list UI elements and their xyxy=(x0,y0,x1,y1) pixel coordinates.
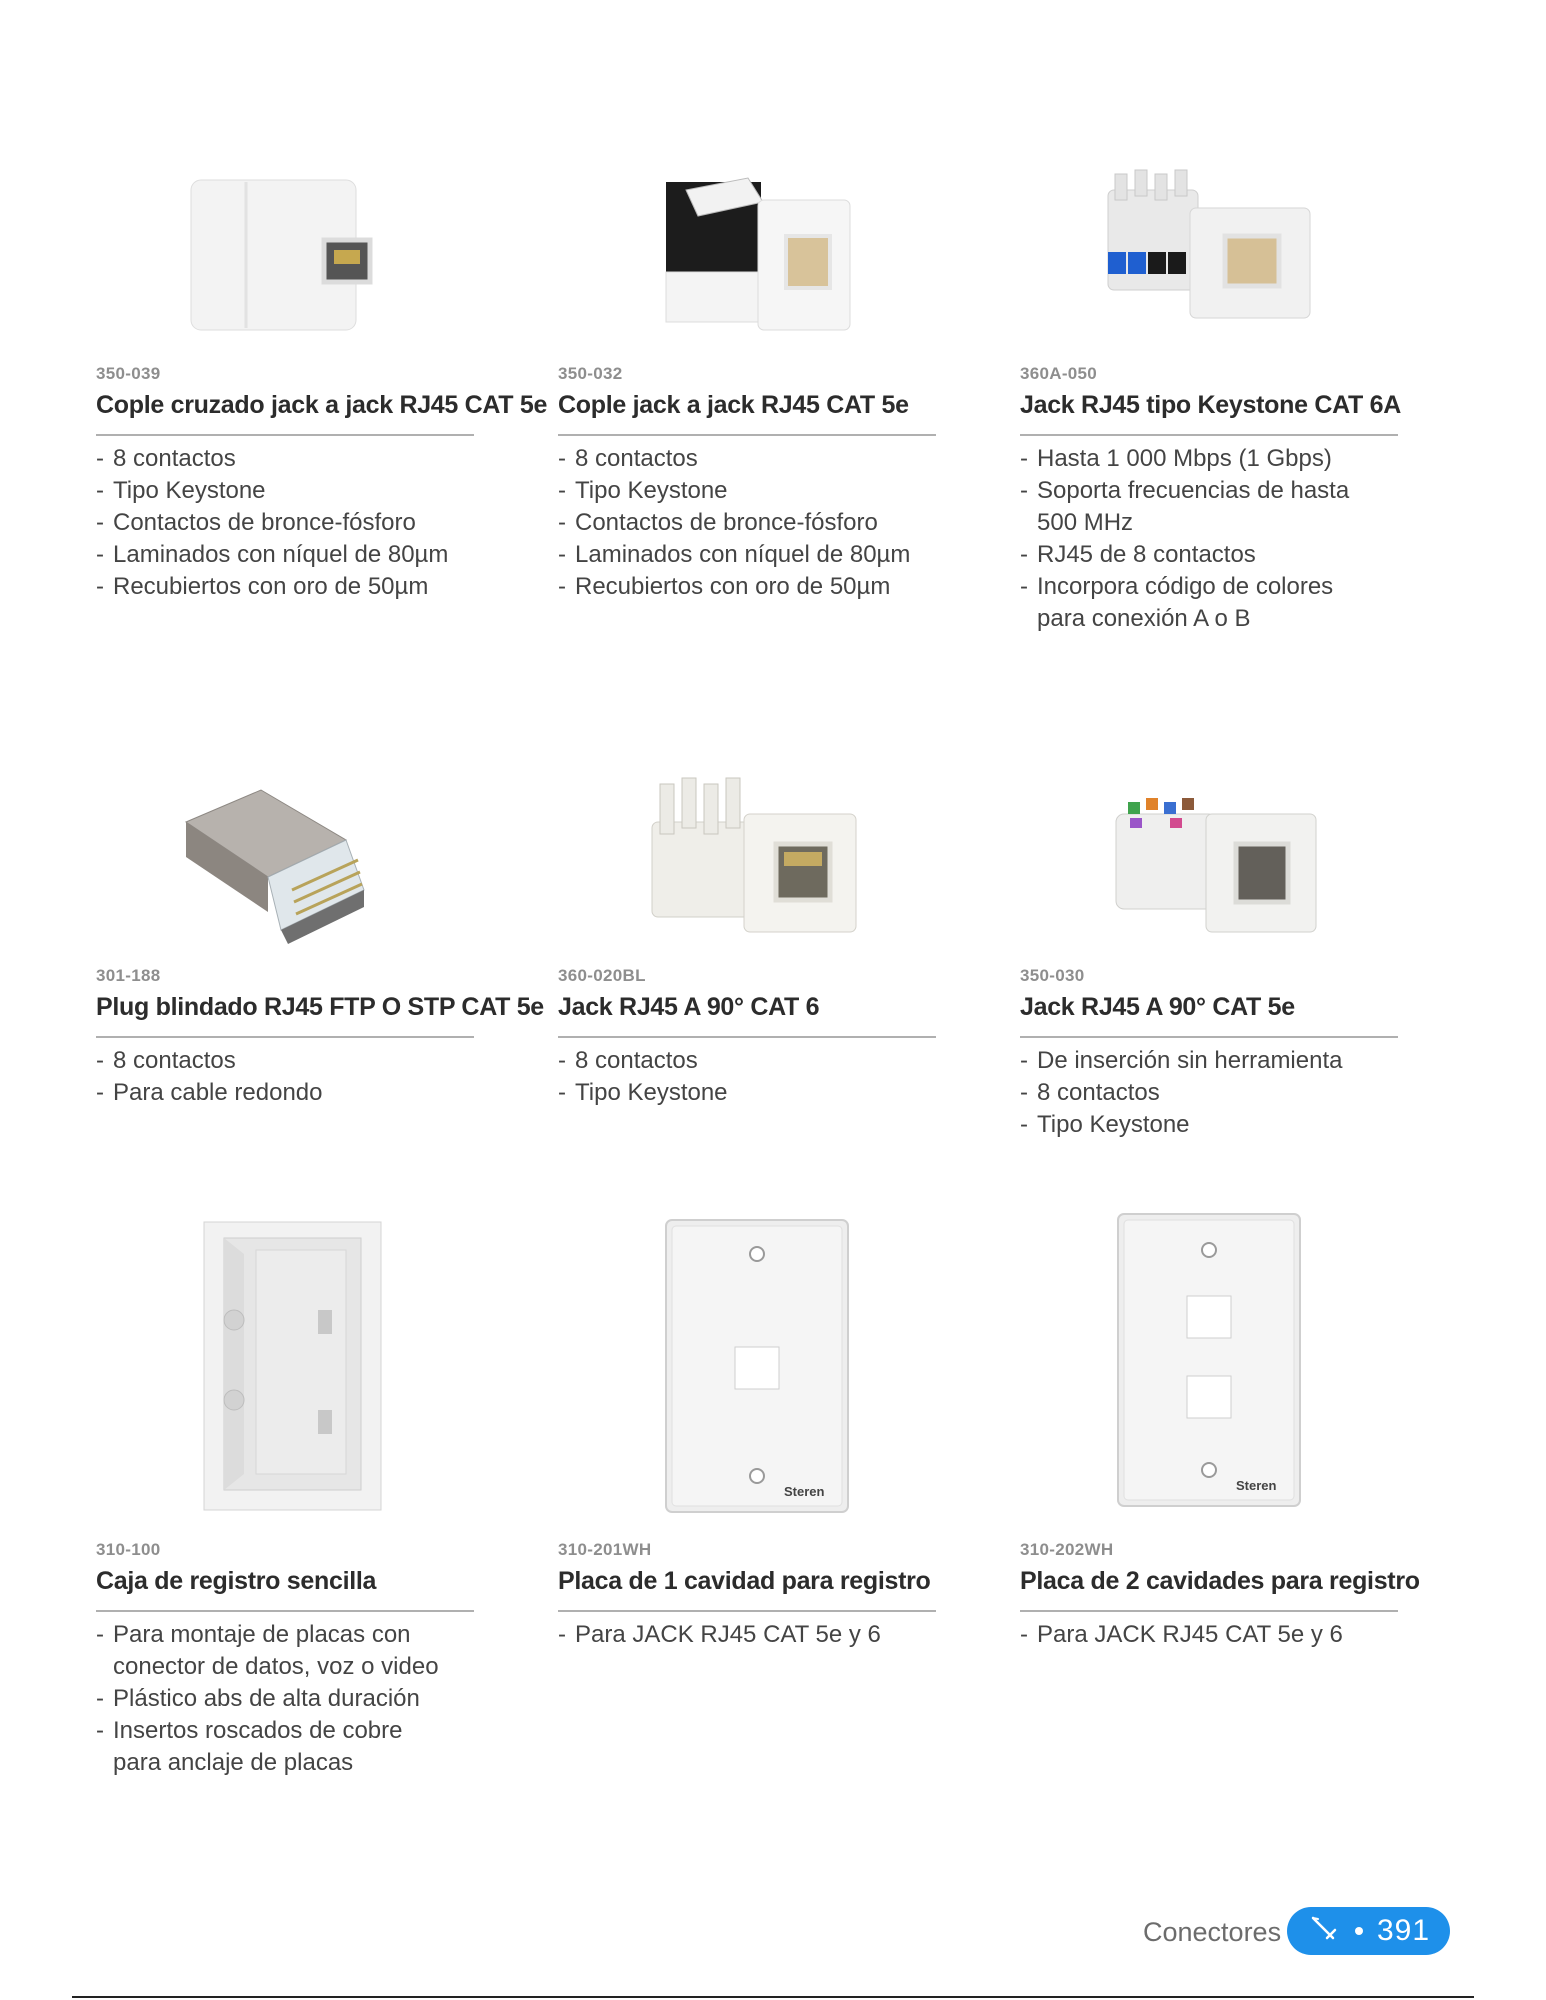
feature-list xyxy=(1020,1045,1342,1141)
rj45-plug-icon xyxy=(96,762,526,962)
product-title: Cople jack a jack RJ45 CAT 5e xyxy=(558,391,909,419)
product-title: Placa de 1 cavidad para registro xyxy=(558,1567,931,1595)
product-code: 350-039 xyxy=(96,364,161,383)
feature-list xyxy=(558,1619,881,1651)
feature-list xyxy=(96,443,448,603)
list-item: - Laminados con níquel de 80µm xyxy=(96,541,449,568)
list-item: 500 MHz xyxy=(1037,509,1134,536)
list-item: - Tipo Keystone xyxy=(558,477,728,504)
list-item: - Contactos de bronce-fósforo xyxy=(558,509,878,536)
list-item: - 8 contactos xyxy=(558,445,698,472)
connector-pencil-icon xyxy=(1309,1914,1339,1949)
junction-box-icon xyxy=(96,1210,526,1520)
feature-list xyxy=(558,443,910,603)
product-title: Placa de 2 cavidades para registro xyxy=(1020,1567,1420,1595)
list-item: - 8 contactos xyxy=(96,1047,236,1074)
wall-plate-2-icon xyxy=(1020,1210,1450,1520)
product-code: 301-188 xyxy=(96,966,161,985)
product-code: 310-202WH xyxy=(1020,1540,1114,1559)
list-item: para anclaje de placas xyxy=(113,1749,354,1776)
feature-list xyxy=(558,1045,728,1109)
list-item: - Soporta frecuencias de hasta xyxy=(1020,477,1350,504)
list-item: - Hasta 1 000 Mbps (1 Gbps) xyxy=(1020,445,1332,472)
list-item: - Laminados con níquel de 80µm xyxy=(558,541,911,568)
list-item: para conexión A o B xyxy=(1037,605,1251,632)
separator-dot xyxy=(1355,1927,1363,1935)
list-item: - Recubiertos con oro de 50µm xyxy=(558,573,891,600)
product-code: 350-030 xyxy=(1020,966,1085,985)
list-item: - 8 contactos xyxy=(1020,1079,1160,1106)
list-item: - Tipo Keystone xyxy=(1020,1111,1190,1138)
rj45-keystone-coupler-icon xyxy=(558,160,988,360)
list-item: - Tipo Keystone xyxy=(96,477,266,504)
product-title: Plug blindado RJ45 FTP O STP CAT 5e xyxy=(96,993,544,1021)
jack-90-cat5e-icon xyxy=(1020,762,1450,962)
list-item: - De inserción sin herramienta xyxy=(1020,1047,1343,1074)
brand-logo: Steren xyxy=(784,1484,825,1499)
divider xyxy=(96,1610,474,1612)
list-item: - 8 contactos xyxy=(558,1047,698,1074)
divider xyxy=(96,1036,474,1038)
feature-list xyxy=(1020,443,1349,635)
keystone-jack-icon xyxy=(1020,160,1450,360)
list-item: - Para montaje de placas con xyxy=(96,1621,411,1648)
list-item: - Tipo Keystone xyxy=(558,1079,728,1106)
page-badge xyxy=(1287,1907,1450,1955)
product-code: 350-032 xyxy=(558,364,623,383)
bottom-divider xyxy=(72,1996,1474,1998)
product-code: 310-201WH xyxy=(558,1540,652,1559)
wall-plate-1-icon xyxy=(558,1210,988,1520)
list-item: - Contactos de bronce-fósforo xyxy=(96,509,416,536)
divider xyxy=(558,1036,936,1038)
list-item: - Para cable redondo xyxy=(96,1079,323,1106)
feature-list xyxy=(96,1619,439,1779)
list-item: - Para JACK RJ45 CAT 5e y 6 xyxy=(558,1621,881,1648)
product-code: 360-020BL xyxy=(558,966,646,985)
product-code: 310-100 xyxy=(96,1540,161,1559)
list-item: - Plástico abs de alta duración xyxy=(96,1685,420,1712)
divider xyxy=(558,434,936,436)
divider xyxy=(558,1610,936,1612)
product-title: Jack RJ45 A 90° CAT 6 xyxy=(558,993,820,1021)
divider xyxy=(1020,434,1398,436)
product-title: Jack RJ45 A 90° CAT 5e xyxy=(1020,993,1295,1021)
product-title: Cople cruzado jack a jack RJ45 CAT 5e xyxy=(96,391,548,419)
list-item: - 8 contactos xyxy=(96,445,236,472)
divider xyxy=(96,434,474,436)
list-item: - Incorpora código de colores xyxy=(1020,573,1334,600)
feature-list xyxy=(96,1045,322,1109)
product-code: 360A-050 xyxy=(1020,364,1098,383)
product-title: Caja de registro sencilla xyxy=(96,1567,377,1595)
rj45-coupler-icon xyxy=(96,160,526,360)
section-label: Conectores xyxy=(1143,1917,1282,1947)
feature-list xyxy=(1020,1619,1343,1651)
product-title: Jack RJ45 tipo Keystone CAT 6A xyxy=(1020,391,1401,419)
list-item: - Insertos roscados de cobre xyxy=(96,1717,403,1744)
brand-logo: Steren xyxy=(1236,1478,1277,1493)
divider xyxy=(1020,1610,1398,1612)
list-item: - RJ45 de 8 contactos xyxy=(1020,541,1256,568)
page-number: 391 xyxy=(1377,1914,1431,1947)
jack-90-cat6-icon xyxy=(558,762,988,962)
list-item: conector de datos, voz o video xyxy=(113,1653,439,1680)
list-item: - Para JACK RJ45 CAT 5e y 6 xyxy=(1020,1621,1343,1648)
list-item: - Recubiertos con oro de 50µm xyxy=(96,573,429,600)
divider xyxy=(1020,1036,1398,1038)
